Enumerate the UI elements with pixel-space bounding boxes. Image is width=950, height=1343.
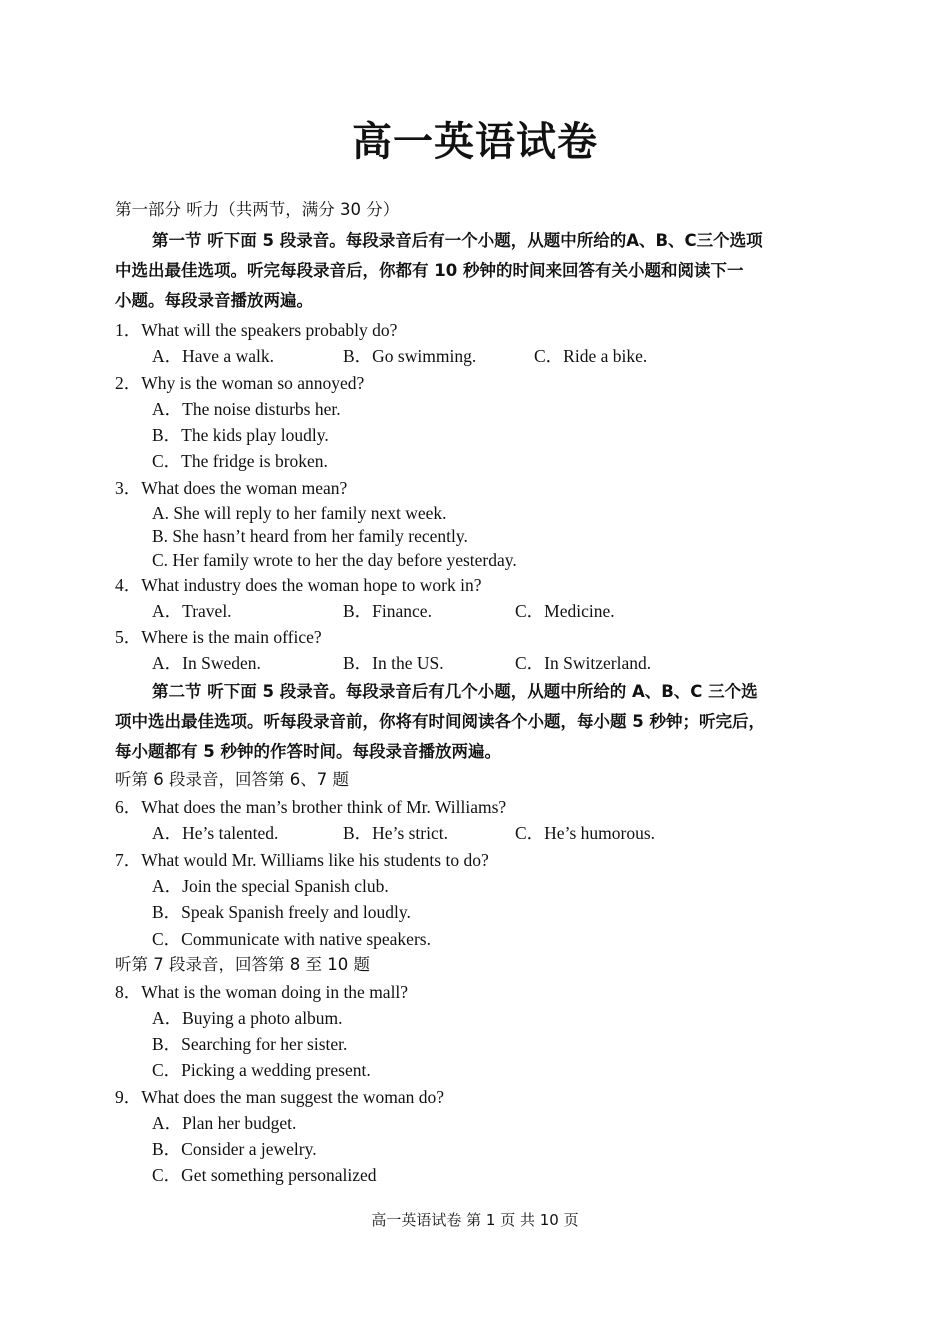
question-7: 7．What would Mr. Williams like his students to do? (115, 850, 489, 870)
q2-option-a: A．The noise disturbs her. (152, 399, 341, 419)
q1-option-a: A．Have a walk. (152, 346, 274, 366)
question-3: 3．What does the woman mean? (115, 478, 348, 498)
part1-header: 第一部分 听力（共两节，满分 30 分） (115, 200, 400, 219)
page-footer: 高一英语试卷 第 1 页 共 10 页 (371, 1211, 579, 1229)
question-2: 2．Why is the woman so annoyed? (115, 373, 365, 393)
q1-option-c: C．Ride a bike. (534, 346, 648, 366)
q5-option-b: B．In the US. (343, 653, 444, 673)
section1-instructions-line2: 中选出最佳选项。听完每段录音后，你都有 10 秒钟的时间来回答有关小题和阅读下一 (115, 261, 744, 280)
q3-option-a: A. She will reply to her family next week. (152, 503, 447, 523)
audio-6-note: 听第 6 段录音，回答第 6、7 题 (115, 770, 349, 789)
q1-option-b: B．Go swimming. (343, 346, 477, 366)
q6-option-c: C．He’s humorous. (515, 823, 655, 843)
q5-option-a: A．In Sweden. (152, 653, 261, 673)
q7-option-b: B．Speak Spanish freely and loudly. (152, 902, 411, 922)
question-9: 9．What does the man suggest the woman do? (115, 1087, 445, 1107)
q6-option-b: B．He’s strict. (343, 823, 448, 843)
q2-option-c: C．The fridge is broken. (152, 451, 328, 471)
question-4: 4．What industry does the woman hope to work in? (115, 575, 482, 595)
q4-option-a: A．Travel. (152, 601, 232, 621)
q4-option-c: C．Medicine. (515, 601, 615, 621)
audio-7-note: 听第 7 段录音，回答第 8 至 10 题 (115, 955, 370, 974)
q4-option-b: B．Finance. (343, 601, 432, 621)
q6-option-a: A．He’s talented. (152, 823, 279, 843)
q8-option-a: A．Buying a photo album. (152, 1008, 343, 1028)
q3-option-c: C. Her family wrote to her the day before yesterday. (152, 550, 517, 570)
section2-instructions-line2: 项中选出最佳选项。听每段录音前，你将有时间阅读各个小题，每小题 5 秒钟；听完后， (115, 712, 765, 731)
page-title: 高一英语试卷 (352, 119, 598, 165)
section2-instructions-line3: 每小题都有 5 秒钟的作答时间。每段录音播放两遍。 (115, 742, 501, 761)
q8-option-c: C．Picking a wedding present. (152, 1060, 371, 1080)
question-5: 5．Where is the main office? (115, 627, 322, 647)
question-8: 8．What is the woman doing in the mall? (115, 982, 409, 1002)
q7-option-a: A．Join the special Spanish club. (152, 876, 389, 896)
section2-instructions-line1: 第二节 听下面 5 段录音。每段录音后有几个小题，从题中所给的 A、B、C 三个选 (152, 682, 758, 701)
section1-instructions-line3: 小题。每段录音播放两遍。 (115, 291, 313, 310)
q5-option-c: C．In Switzerland. (515, 653, 652, 673)
q9-option-a: A．Plan her budget. (152, 1113, 297, 1133)
q8-option-b: B．Searching for her sister. (152, 1034, 348, 1054)
question-1: 1．What will the speakers probably do? (115, 320, 398, 340)
q9-option-b: B．Consider a jewelry. (152, 1139, 317, 1159)
q2-option-b: B．The kids play loudly. (152, 425, 329, 445)
question-6: 6．What does the man’s brother think of Mr. Williams? (115, 797, 507, 817)
q3-option-b: B. She hasn’t heard from her family recently. (152, 526, 468, 546)
q9-option-c: C．Get something personalized (152, 1165, 377, 1185)
q7-option-c: C．Communicate with native speakers. (152, 929, 431, 949)
section1-instructions-line1: 第一节 听下面 5 段录音。每段录音后有一个小题，从题中所给的A、B、C三个选项 (152, 231, 763, 250)
